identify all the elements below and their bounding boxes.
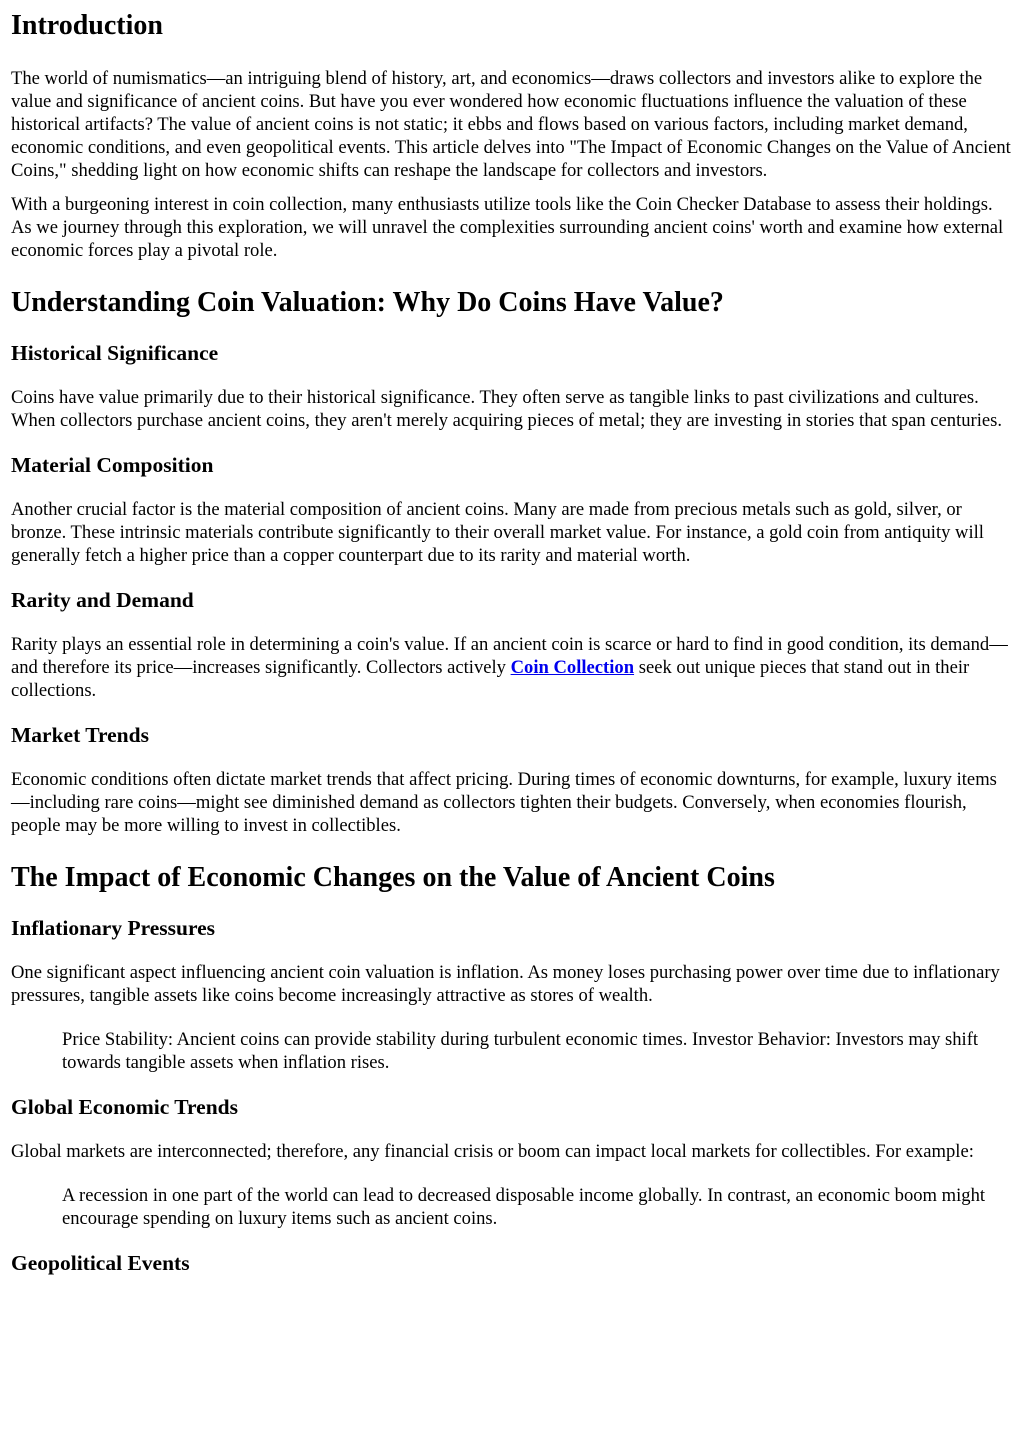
intro-paragraph-2: With a burgeoning interest in coin collection, many enthusiasts utilize tools like the Coin Checker Database to assess their holdings. As we journey through this exploration, we will unravel the complexities surrounding ancient coins' worth and examine how external economic forces play a pivotal role. [11,194,1004,261]
intro-paragraph-1: The world of numismatics—an intriguing blend of history, art, and economics—draws collectors and investors alike to explore the value and significance of ancient coins. But have you ever wondered how economic fluctuations influence the valuation of these historical artifacts? The value of ancient coins is not static; it ebbs and flows based on various factors, including market demand, economic conditions, and even geopolitical events. This article delves into "The Impact of Economic Changes on the Value of Ancient Coins," shedding light on how economic shifts can reshape the landscape for collectors and investors. [11,68,1011,181]
heading-inflationary-pressures: Inflationary Pressures [11,916,216,940]
rarity-and-demand-paragraph [11,633,1013,702]
global-trends-blockquote: A recession in one part of the world can lead to decreased disposable income globally. In contrast, an economic boom might encourage spending on luxury items such as ancient coins. [62,1185,986,1229]
heading-historical-significance: Historical Significance [11,341,219,365]
heading-market-trends: Market Trends [11,723,149,747]
inflation-blockquote: Price Stability: Ancient coins can provide stability during turbulent economic times. Investor Behavior: Investors may shift towards tangible assets when inflation rises. [62,1029,979,1073]
heading-understanding-coin-valuation: Understanding Coin Valuation: Why Do Coins Have Value? [11,287,724,318]
material-composition-paragraph: Another crucial factor is the material composition of ancient coins. Many are made from precious metals such as gold, silver, or bronze. These intrinsic materials contribute significantly to their overall market value. For instance, a gold coin from antiquity will generally fetch a higher price than a copper counterpart due to its rarity and material worth. [11,499,984,566]
rarity-text-after: seek out unique pieces that stand out in their collections. [11,657,970,701]
heading-geopolitical-events: Geopolitical Events [11,1251,190,1275]
heading-rarity-and-demand: Rarity and Demand [11,588,194,612]
inflationary-pressures-paragraph: One significant aspect influencing ancient coin valuation is inflation. As money loses purchasing power over time due to inflationary pressures, tangible assets like coins become increasingly attractive as stores of wealth. [11,962,1000,1006]
coin-collection-link[interactable]: Coin Collection [510,657,635,678]
heading-introduction: Introduction [11,10,163,41]
heading-impact-of-economic-changes: The Impact of Economic Changes on the Value of Ancient Coins [11,862,775,893]
historical-significance-paragraph: Coins have value primarily due to their historical significance. They often serve as tangible links to past civilizations and cultures. When collectors purchase ancient coins, they aren't merely acquiring pieces of metal; they are investing in stories that span centuries. [11,387,1003,431]
heading-material-composition: Material Composition [11,453,214,477]
market-trends-paragraph: Economic conditions often dictate market trends that affect pricing. During times of economic downturns, for example, luxury items—including rare coins—might see diminished demand as collectors tighten their budgets. Conversely, when economies flourish, people may be more willing to invest in collectibles. [11,769,997,836]
article [0,9,1024,1276]
global-economic-trends-paragraph: Global markets are interconnected; therefore, any financial crisis or boom can impact local markets for collectibles. For example: [11,1141,974,1162]
heading-global-economic-trends: Global Economic Trends [11,1095,238,1119]
rarity-text-before: Rarity plays an essential role in determining a coin's value. If an ancient coin is scarce or hard to find in good condition, its demand—and therefore its price—increases significantly. Collectors actively [11,634,1008,678]
